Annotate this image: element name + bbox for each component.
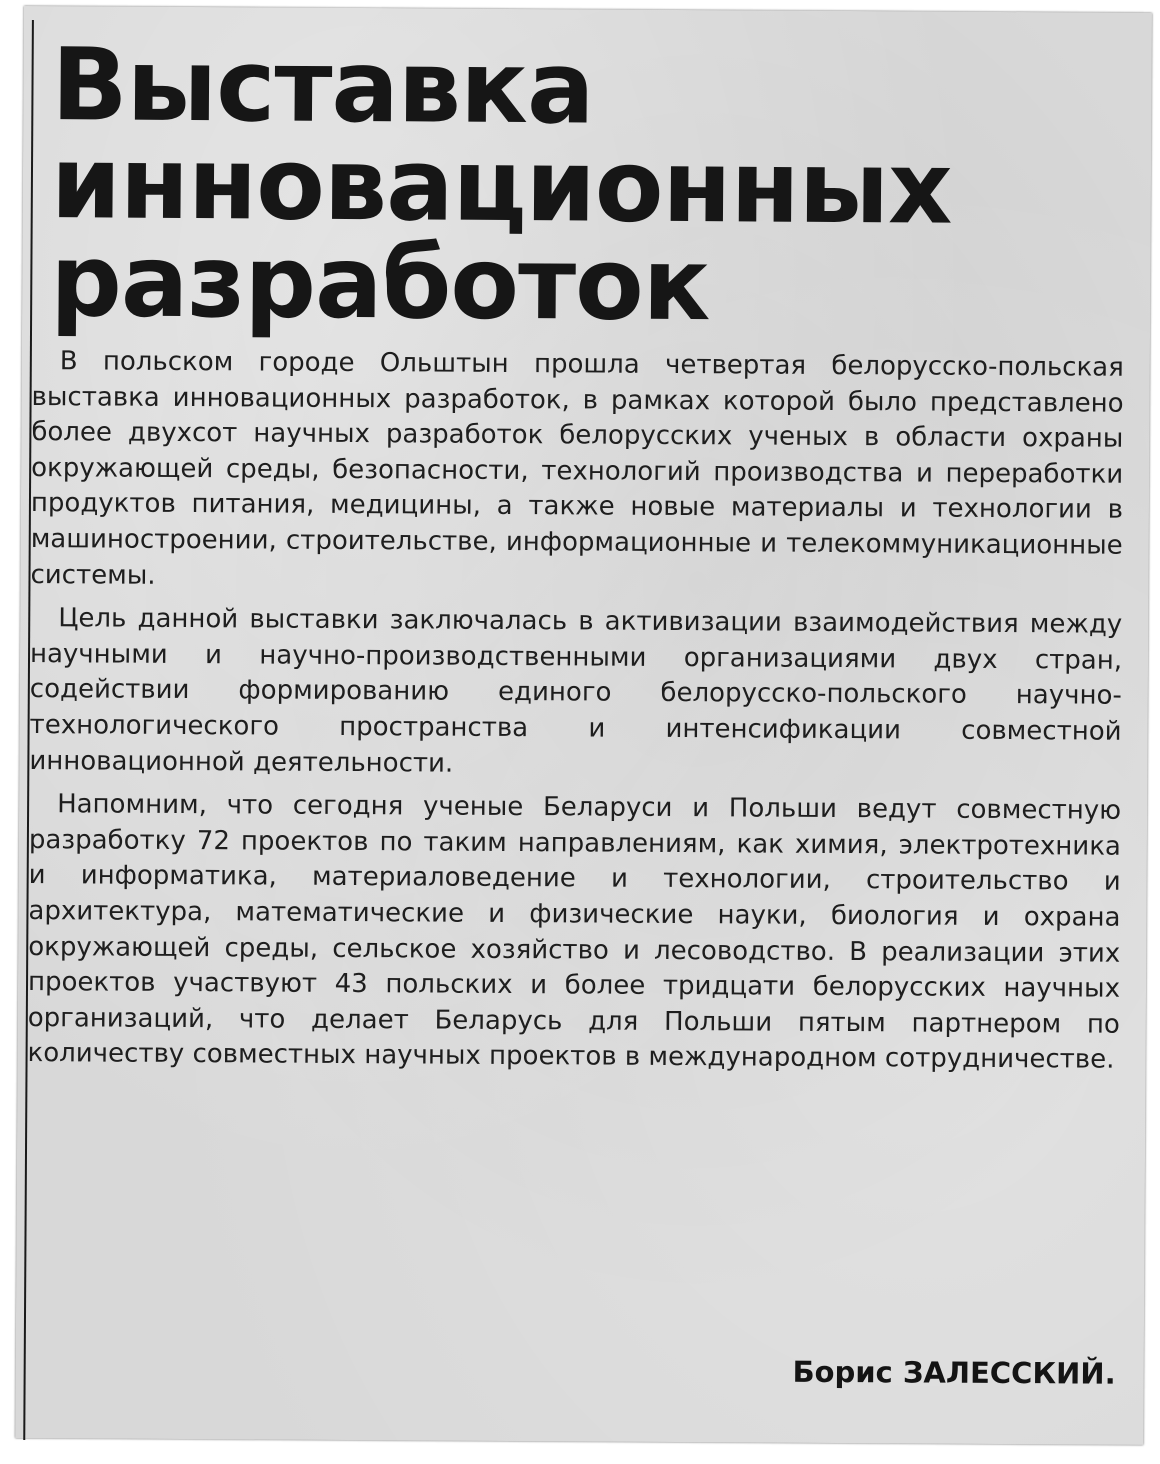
headline-line-2: инновационных — [50, 124, 952, 247]
article-paragraph-3: Напомним, что сегодня ученые Беларуси и Польши ведут совместную разработку 72 проектов по таким направлениям, как химия, электротехника и информатика, материаловедение и технологии, строительство и архитектура, математические и физические науки, биология и охрана окружающей среды, сельское хозяйство и лесоводство. В реализации этих проектов участвуют 43 польских и более тридцати белорусских научных организаций, что делает Беларусь для Польши пятым партнером по количеству совместных научных проектов в международном сотрудничестве. — [27, 789, 1122, 1075]
article-paragraph-1: В польском городе Ольштын прошла четвертая белорусско-польская выставка инновационных разработок, в рамках которой было представлено более двухсот научных разработок белорусских ученых в области охраны окружающей среды, безопасности, технологий производства и переработки продуктов питания, медицины, а также новые материалы и технологии в машиностроении, строительстве, информационные и телекоммуникационные системы. — [30, 346, 1124, 591]
article-headline — [49, 26, 953, 344]
headline-line-1: Выставка — [51, 26, 594, 147]
author-signature: Борис ЗАЛЕССКИЙ. — [792, 1354, 1116, 1391]
newspaper-clipping — [15, 6, 1152, 1445]
article-paragraph-2: Цель данной выставки заключалась в активизации взаимодействия между научными и научно-производственными организациями двух стран, содействии формированию единого белорусско-польского научно-технологического пространства и интенсификации совместной инновационной деятельности. — [29, 603, 1123, 779]
article-body — [27, 344, 1123, 1087]
headline-line-3: разработок — [49, 222, 710, 344]
